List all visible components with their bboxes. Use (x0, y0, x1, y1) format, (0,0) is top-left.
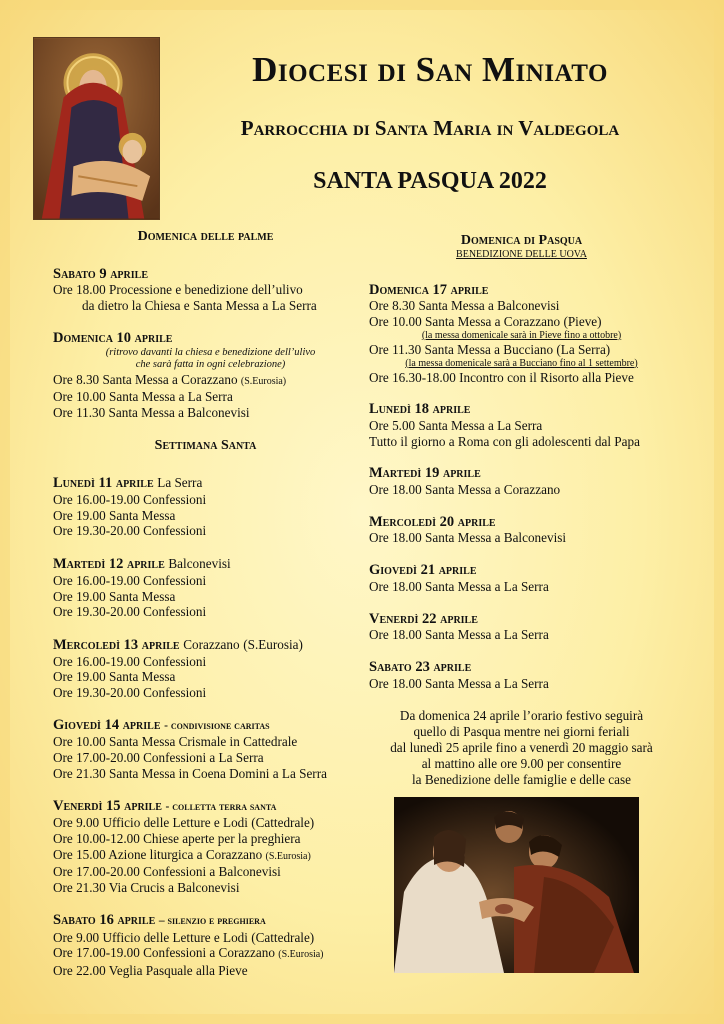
schedule-sat23 (369, 660, 674, 691)
holy-week-heading: Settimana Santa (154, 437, 257, 453)
day-heading: Mercoledì 20 aprile (369, 513, 496, 530)
schedule-line: Ore 21.30 Via Crucis a Balconevisi (53, 880, 240, 896)
schedule-tue19 (369, 466, 674, 497)
day-heading: Venerdì 15 aprile - colletta terra santa (53, 797, 277, 814)
easter-sunday-heading: Domenica di Pasqua (460, 233, 583, 248)
schedule-line: Ore 16.00-19.00 Confessioni (53, 653, 207, 669)
schedule-line: Ore 10.00 Santa Messa a Corazzano (Pieve) (369, 314, 602, 330)
day-heading: Lunedì 11 aprile La Serra (53, 475, 203, 492)
day-heading: Mercoledì 13 aprile Corazzano (S.Eurosia) (53, 636, 303, 653)
day-heading: Martedì 12 aprile Balconevisi (53, 556, 231, 573)
schedule-thu21 (369, 563, 674, 594)
schedule-line: Ore 17.00-20.00 Confessioni a La Serra (53, 750, 264, 766)
schedule-line: Ore 18.00 Santa Messa a La Serra (369, 627, 549, 643)
schedule-line: Ore 10.00 Santa Messa Crismale in Cattedrale (53, 734, 298, 750)
palm-sunday-heading: Domenica delle palme (137, 229, 274, 244)
schedule-sat9 (53, 267, 358, 314)
schedule-line: Ore 8.30 Santa Messa a Balconevisi (369, 298, 560, 314)
schedule-line: Ore 18.00 Santa Messa a La Serra (369, 675, 549, 691)
day-heading: Giovedì 14 aprile - condivisione caritas (53, 716, 270, 733)
schedule-line: Ore 5.00 Santa Messa a La Serra (369, 417, 543, 433)
day-heading: Sabato 9 aprile (53, 265, 148, 282)
schedule-wed13 (53, 637, 358, 701)
schedule-sun17 (369, 283, 674, 386)
schedule-line: da dietro la Chiesa e Santa Messa a La Serra (82, 298, 317, 314)
closing-line: la Benedizione delle famiglie e delle case (412, 772, 631, 788)
schedule-line: Ore 11.30 Santa Messa a Balconevisi (53, 404, 250, 420)
day-heading: Sabato 23 aprile (369, 658, 472, 675)
schedule-line: Ore 17.00-19.00 Confessioni a Corazzano (S.Eurosia) (53, 945, 324, 961)
schedule-line: Ore 21.30 Santa Messa in Coena Domini a La Serra (53, 765, 327, 781)
schedule-line: Ore 8.30 Santa Messa a Corazzano (S.Eurosia) (53, 371, 287, 387)
schedule-line: Ore 19.30-20.00 Confessioni (53, 604, 207, 620)
schedule-line: Ore 19.00 Santa Messa (53, 507, 176, 523)
schedule-line: Ore 18.00 Processione e benedizione dell’ulivo (53, 282, 303, 298)
closing-line: al mattino alle ore 9.00 per consentire (421, 756, 622, 772)
schedule-line: Ore 18.00 Santa Messa a Corazzano (369, 482, 561, 498)
schedule-line: Ore 11.30 Santa Messa a Bucciano (La Serra) (369, 341, 611, 357)
schedule-line: Ore 18.00 Santa Messa a Balconevisi (369, 530, 567, 546)
schedule-line: Ore 10.00 Santa Messa a La Serra (53, 389, 233, 405)
schedule-line: Ore 22.00 Veglia Pasquale alla Pieve (53, 962, 248, 978)
schedule-line: Ore 9.00 Ufficio delle Letture e Lodi (Cattedrale) (53, 815, 315, 831)
schedule-tue12 (53, 556, 358, 620)
closing-line: quello di Pasqua mentre nei giorni feriali (413, 724, 630, 740)
schedule-line: Tutto il giorno a Roma con gli adolescenti dal Papa (369, 433, 640, 449)
day-heading: Domenica 10 aprile (53, 329, 173, 346)
schedule-wed20 (369, 515, 674, 546)
schedule-line: Ore 19.00 Santa Messa (53, 588, 176, 604)
schedule-line: Ore 19.30-20.00 Confessioni (53, 685, 207, 701)
schedule-sun10 (53, 331, 358, 421)
schedule-line: Ore 10.00-12.00 Chiese aperte per la preghiera (53, 830, 301, 846)
schedule-line: Ore 19.30-20.00 Confessioni (53, 523, 207, 539)
day-heading: Venerdì 22 aprile (369, 610, 478, 627)
schedule-note: (ritrovo davanti la chiesa e benedizione dell’ulivo (105, 346, 316, 358)
diocese-title: Diocesi di San Miniato (252, 50, 608, 89)
schedule-note: (la messa domenicale sarà a Bucciano fino al 1 settembre) (405, 357, 638, 369)
parish-title: Parrocchia di Santa Maria in Valdegola (240, 116, 620, 140)
left-column (53, 229, 358, 979)
schedule-line: Ore 16.00-19.00 Confessioni (53, 572, 207, 588)
day-heading: Sabato 16 aprile – silenzio e preghiera (53, 911, 266, 928)
thomas-illustration (394, 797, 639, 973)
right-column (369, 233, 674, 788)
schedule-fri22 (369, 612, 674, 643)
day-heading: Lunedì 18 aprile (369, 401, 471, 418)
schedule-line: Ore 16.00-19.00 Confessioni (53, 492, 207, 508)
schedule-mon11 (53, 475, 358, 539)
day-heading: Domenica 17 aprile (369, 281, 489, 298)
madonna-illustration (34, 38, 159, 219)
schedule-note: che sarà fatta in ogni celebrazione) (135, 359, 286, 371)
incredulity-of-saint-thomas-painting (394, 797, 639, 973)
schedule-line: Ore 18.00 Santa Messa a La Serra (369, 578, 549, 594)
schedule-line: Ore 9.00 Ufficio delle Letture e Lodi (Cattedrale) (53, 929, 315, 945)
madonna-painting (33, 37, 160, 220)
closing-line: dal lunedì 25 aprile fino a venerdì 20 maggio sarà (390, 740, 653, 756)
event-title: SANTA PASQUA 2022 (313, 168, 547, 194)
easter-sunday-subheading: BENEDIZIONE DELLE UOVA (456, 248, 587, 260)
schedule-line: Ore 16.30-18.00 Incontro con il Risorto alla Pieve (369, 369, 634, 385)
day-heading: Giovedì 21 aprile (369, 562, 477, 579)
schedule-fri15 (53, 799, 358, 896)
day-heading: Martedì 19 aprile (369, 465, 481, 482)
schedule-note: (la messa domenicale sarà in Pieve fino a ottobre) (421, 329, 622, 341)
schedule-thu14 (53, 718, 358, 782)
closing-note (369, 708, 674, 788)
schedule-mon18 (369, 402, 674, 449)
schedule-line: Ore 15.00 Azione liturgica a Corazzano (S.Eurosia) (53, 846, 311, 862)
schedule-line: Ore 19.00 Santa Messa (53, 669, 176, 685)
schedule-line: Ore 17.00-20.00 Confessioni a Balconevisi (53, 864, 281, 880)
closing-line: Da domenica 24 aprile l’orario festivo seguirà (399, 708, 644, 724)
schedule-sat16 (53, 913, 358, 979)
